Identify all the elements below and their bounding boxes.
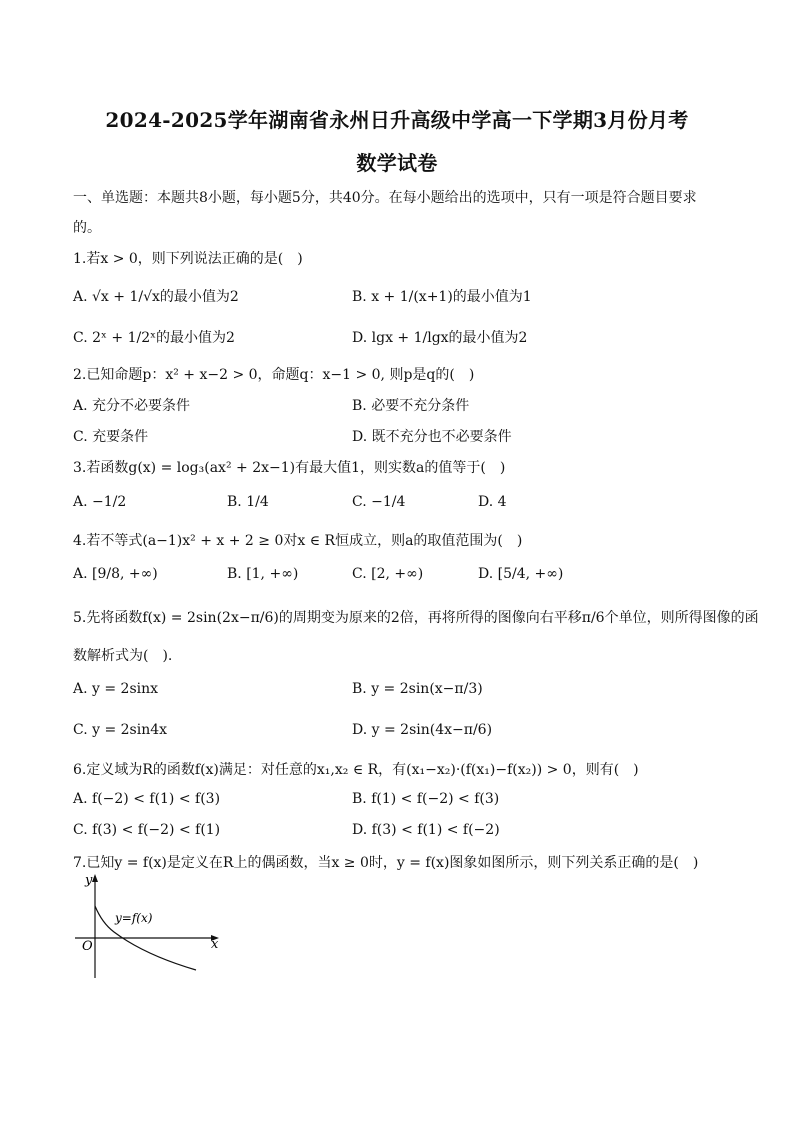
question-5-option-c: C. y = 2sin4x [73,722,168,738]
question-1-option-a: A. √x + 1/√x的最小值为2 [73,289,239,305]
question-1-stem: 1.若x > 0，则下列说法正确的是( ) [73,251,303,267]
y-axis-label: y [85,873,93,888]
question-4-option-d: D. [5/4, +∞) [478,566,564,582]
question-3-option-d: D. 4 [478,494,507,510]
question-6-stem: 6.定义域为R的函数f(x)满足：对任意的x₁,x₂ ∈ R，有(x₁−x₂)·(f(x₁)−f(x₂)) > 0，则有( ) [73,762,639,778]
y-axis-arrow [92,874,98,882]
exam-title: 2024-2025学年湖南省永州日升高级中学高一下学期3月份月考 [105,108,689,132]
question-3-option-a: A. −1/2 [73,494,127,510]
question-6-option-c: C. f(3) < f(−2) < f(1) [73,822,221,838]
question-2-option-b: B. 必要不充分条件 [352,398,470,414]
question-2-option-c: C. 充要条件 [73,429,149,445]
question-4-stem: 4.若不等式(a−1)x² + x + 2 ≥ 0对x ∈ R恒成立，则a的取值范围为( ) [73,533,523,549]
question-2-option-d: D. 既不充分也不必要条件 [352,429,512,445]
question-4-option-b: B. [1, +∞) [227,566,299,582]
question-2-stem: 2.已知命题p：x² + x−2 > 0，命题q：x−1 > 0, 则p是q的( ) [73,367,475,383]
question-1-option-c: C. 2ˣ + 1/2ˣ的最小值为2 [73,330,235,346]
section-instructions-line1: 一、单选题：本题共8小题，每小题5分，共40分。在每小题给出的选项中，只有一项是符合题目要求 [73,190,697,206]
question-1-option-b: B. x + 1/(x+1)的最小值为1 [352,289,532,305]
question-4-option-a: A. [9/8, +∞) [73,566,158,582]
question-3-stem: 3.若函数g(x) = log₃(ax² + 2x−1)有最大值1，则实数a的值等于( ) [73,460,506,476]
question-2-option-a: A. 充分不必要条件 [73,398,191,414]
question-5-option-b: B. y = 2sin(x−π/3) [352,681,483,697]
x-axis-label: x [211,937,219,952]
question-5-option-d: D. y = 2sin(4x−π/6) [352,722,493,738]
question-5-option-a: A. y = 2sinx [73,681,159,697]
question-1-option-d: D. lgx + 1/lgx的最小值为2 [352,330,528,346]
question-3-option-b: B. 1/4 [227,494,269,510]
question-6-option-b: B. f(1) < f(−2) < f(3) [352,791,500,807]
question-6-option-a: A. f(−2) < f(1) < f(3) [73,791,221,807]
function-graph-figure [70,868,230,983]
question-4-option-c: C. [2, +∞) [352,566,424,582]
section-instructions-line2: 的。 [73,220,101,236]
question-7-stem: 7.已知y = f(x)是定义在R上的偶函数，当x ≥ 0时，y = f(x)图象如图所示，则下列关系正确的是( ) [73,855,699,871]
exam-subtitle: 数学试卷 [356,151,438,175]
origin-label: O [82,939,93,954]
question-5-stem: 5.先将函数f(x) = 2sin(2x−π/6)的周期变为原来的2倍，再将所得的图像向右平移π/6个单位，则所得图像的函 [73,610,759,626]
question-5-stem-continued: 数解析式为( ). [73,648,173,664]
question-6-option-d: D. f(3) < f(1) < f(−2) [352,822,500,838]
question-3-option-c: C. −1/4 [352,494,406,510]
curve-label: y=f(x) [115,911,153,925]
